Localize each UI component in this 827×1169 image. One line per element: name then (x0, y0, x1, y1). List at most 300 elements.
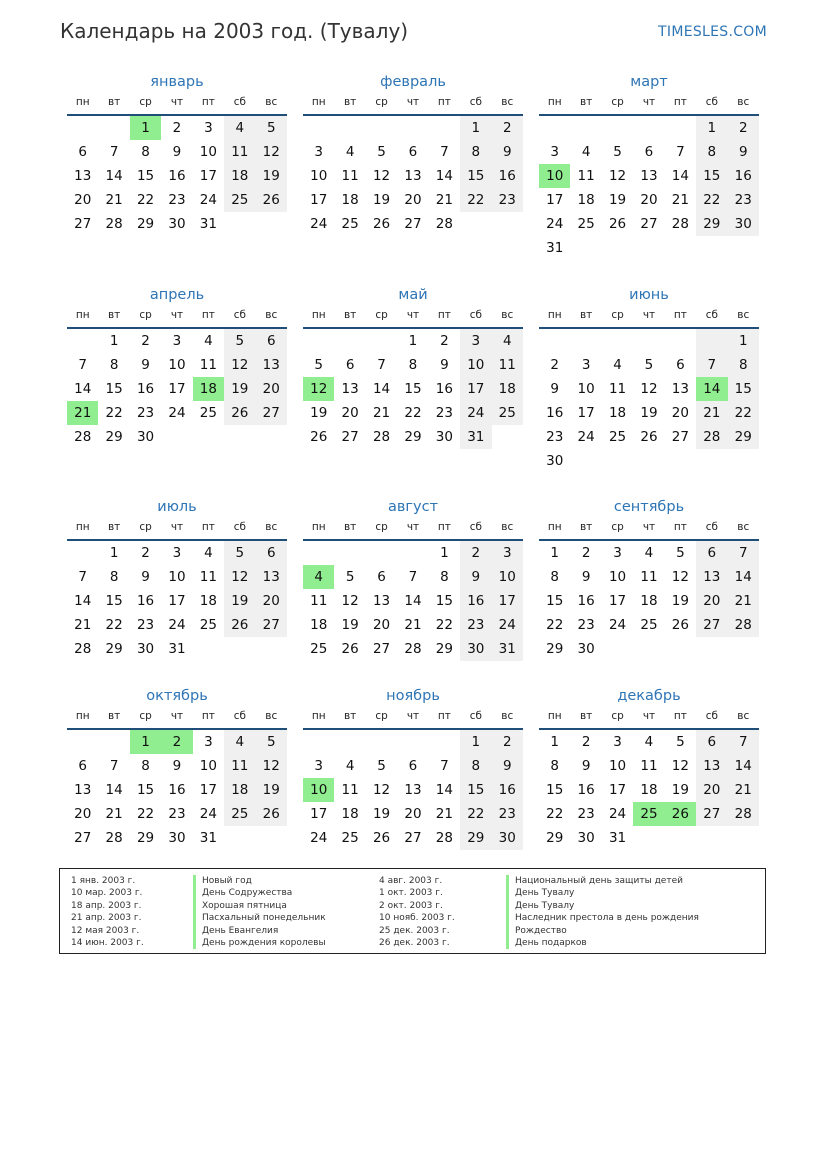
day-cell[interactable]: 25 (341, 216, 359, 232)
day-cell[interactable]: 21 (404, 617, 422, 633)
day-cell[interactable]: 29 (728, 425, 759, 449)
holiday-day[interactable]: 1 (130, 730, 161, 754)
day-cell[interactable]: 16 (136, 381, 155, 397)
day-cell[interactable]: 30 (577, 641, 595, 657)
day-cell[interactable]: 5 (644, 357, 654, 373)
day-cell[interactable]: 4 (345, 144, 355, 160)
day-cell[interactable]: 19 (256, 164, 287, 188)
day-cell[interactable]: 16 (460, 589, 491, 613)
day-cell[interactable]: 12 (256, 140, 287, 164)
day-cell[interactable]: 17 (168, 381, 186, 397)
day-cell[interactable]: 22 (136, 192, 155, 208)
day-cell[interactable]: 3 (613, 734, 622, 750)
day-cell[interactable]: 24 (199, 192, 217, 208)
day-cell[interactable]: 15 (136, 782, 155, 798)
day-cell[interactable]: 22 (460, 188, 491, 212)
day-cell[interactable]: 5 (377, 758, 386, 774)
day-cell[interactable]: 5 (676, 545, 685, 561)
day-cell[interactable]: 18 (608, 405, 627, 421)
day-cell[interactable]: 17 (310, 192, 328, 208)
day-cell[interactable]: 20 (256, 589, 287, 613)
day-cell[interactable]: 28 (671, 216, 689, 232)
day-cell[interactable]: 16 (577, 782, 595, 798)
day-cell[interactable]: 28 (105, 830, 123, 846)
holiday-day[interactable]: 2 (161, 730, 192, 754)
day-cell[interactable]: 25 (224, 188, 255, 212)
day-cell[interactable]: 30 (492, 826, 523, 850)
day-cell[interactable]: 16 (435, 381, 453, 397)
day-cell[interactable]: 23 (546, 429, 564, 445)
day-cell[interactable]: 28 (105, 216, 123, 232)
day-cell[interactable]: 23 (460, 613, 491, 637)
day-cell[interactable]: 3 (314, 758, 323, 774)
day-cell[interactable]: 21 (435, 192, 453, 208)
day-cell[interactable]: 16 (492, 778, 523, 802)
day-cell[interactable]: 4 (492, 329, 523, 353)
day-cell[interactable]: 3 (581, 357, 591, 373)
day-cell[interactable]: 28 (435, 830, 453, 846)
day-cell[interactable]: 31 (199, 830, 217, 846)
day-cell[interactable]: 14 (671, 168, 689, 184)
day-cell[interactable]: 30 (136, 429, 155, 445)
day-cell[interactable]: 18 (224, 164, 255, 188)
day-cell[interactable]: 25 (310, 641, 328, 657)
day-cell[interactable]: 10 (492, 565, 523, 589)
day-cell[interactable]: 4 (345, 758, 355, 774)
day-cell[interactable]: 14 (372, 381, 391, 397)
day-cell[interactable]: 29 (136, 830, 155, 846)
day-cell[interactable]: 25 (341, 830, 359, 846)
day-cell[interactable]: 16 (168, 168, 186, 184)
day-cell[interactable]: 19 (310, 405, 328, 421)
day-cell[interactable]: 19 (224, 589, 255, 613)
day-cell[interactable]: 8 (109, 357, 119, 373)
day-cell[interactable]: 24 (310, 830, 328, 846)
day-cell[interactable]: 30 (728, 212, 759, 236)
day-cell[interactable]: 13 (341, 381, 359, 397)
day-cell[interactable]: 12 (256, 754, 287, 778)
day-cell[interactable]: 29 (546, 641, 564, 657)
day-cell[interactable]: 19 (341, 617, 359, 633)
day-cell[interactable]: 6 (256, 329, 287, 353)
day-cell[interactable]: 5 (345, 569, 355, 585)
day-cell[interactable]: 25 (492, 401, 523, 425)
day-cell[interactable]: 14 (728, 565, 759, 589)
day-cell[interactable]: 2 (581, 545, 591, 561)
day-cell[interactable]: 15 (105, 593, 123, 609)
holiday-day[interactable]: 10 (303, 778, 334, 802)
day-cell[interactable]: 8 (550, 758, 559, 774)
day-cell[interactable]: 8 (109, 569, 119, 585)
day-cell[interactable]: 8 (460, 754, 491, 778)
day-cell[interactable]: 5 (314, 357, 323, 373)
day-cell[interactable]: 19 (608, 192, 627, 208)
day-cell[interactable]: 7 (728, 541, 759, 565)
day-cell[interactable]: 30 (168, 830, 186, 846)
day-cell[interactable]: 21 (435, 806, 453, 822)
day-cell[interactable]: 1 (408, 333, 418, 349)
day-cell[interactable]: 15 (404, 381, 422, 397)
holiday-day[interactable]: 21 (67, 401, 98, 425)
day-cell[interactable]: 8 (550, 569, 559, 585)
day-cell[interactable]: 19 (372, 806, 391, 822)
day-cell[interactable]: 30 (546, 453, 564, 469)
day-cell[interactable]: 27 (341, 429, 359, 445)
day-cell[interactable]: 12 (671, 569, 689, 585)
day-cell[interactable]: 25 (577, 216, 595, 232)
day-cell[interactable]: 17 (546, 192, 564, 208)
day-cell[interactable]: 31 (546, 240, 564, 256)
day-cell[interactable]: 2 (492, 730, 523, 754)
day-cell[interactable]: 24 (168, 617, 186, 633)
day-cell[interactable]: 5 (676, 734, 685, 750)
day-cell[interactable]: 5 (224, 329, 255, 353)
day-cell[interactable]: 19 (372, 192, 391, 208)
day-cell[interactable]: 1 (460, 730, 491, 754)
day-cell[interactable]: 13 (74, 782, 92, 798)
day-cell[interactable]: 13 (404, 782, 422, 798)
day-cell[interactable]: 28 (404, 641, 422, 657)
day-cell[interactable]: 3 (204, 120, 213, 136)
day-cell[interactable]: 14 (404, 593, 422, 609)
day-cell[interactable]: 27 (671, 429, 689, 445)
day-cell[interactable]: 2 (460, 541, 491, 565)
day-cell[interactable]: 9 (172, 144, 182, 160)
day-cell[interactable]: 14 (74, 381, 92, 397)
day-cell[interactable]: 27 (696, 802, 727, 826)
holiday-day[interactable]: 12 (303, 377, 334, 401)
day-cell[interactable]: 23 (168, 192, 186, 208)
day-cell[interactable]: 10 (168, 569, 186, 585)
day-cell[interactable]: 23 (577, 617, 595, 633)
day-cell[interactable]: 20 (696, 778, 727, 802)
day-cell[interactable]: 4 (581, 144, 591, 160)
day-cell[interactable]: 17 (199, 782, 217, 798)
day-cell[interactable]: 8 (408, 357, 418, 373)
day-cell[interactable]: 12 (224, 353, 255, 377)
day-cell[interactable]: 6 (345, 357, 355, 373)
day-cell[interactable]: 11 (492, 353, 523, 377)
day-cell[interactable]: 26 (310, 429, 328, 445)
day-cell[interactable]: 25 (224, 802, 255, 826)
day-cell[interactable]: 17 (199, 168, 217, 184)
day-cell[interactable]: 24 (577, 429, 595, 445)
day-cell[interactable]: 11 (577, 168, 595, 184)
day-cell[interactable]: 6 (377, 569, 386, 585)
day-cell[interactable]: 29 (696, 212, 727, 236)
day-cell[interactable]: 6 (408, 758, 418, 774)
day-cell[interactable]: 28 (372, 429, 391, 445)
day-cell[interactable]: 21 (728, 778, 759, 802)
day-cell[interactable]: 11 (341, 168, 359, 184)
day-cell[interactable]: 10 (199, 758, 217, 774)
day-cell[interactable]: 7 (728, 730, 759, 754)
day-cell[interactable]: 6 (256, 541, 287, 565)
day-cell[interactable]: 5 (256, 116, 287, 140)
day-cell[interactable]: 11 (224, 140, 255, 164)
day-cell[interactable]: 17 (310, 806, 328, 822)
day-cell[interactable]: 27 (256, 613, 287, 637)
day-cell[interactable]: 1 (440, 545, 449, 561)
day-cell[interactable]: 9 (440, 357, 449, 373)
day-cell[interactable]: 30 (168, 216, 186, 232)
day-cell[interactable]: 6 (408, 144, 418, 160)
day-cell[interactable]: 16 (546, 405, 564, 421)
day-cell[interactable]: 4 (224, 730, 255, 754)
day-cell[interactable]: 18 (341, 806, 359, 822)
day-cell[interactable]: 26 (372, 830, 391, 846)
day-cell[interactable]: 1 (550, 734, 559, 750)
day-cell[interactable]: 9 (581, 758, 591, 774)
day-cell[interactable]: 21 (74, 617, 92, 633)
day-cell[interactable]: 20 (341, 405, 359, 421)
holiday-day[interactable]: 1 (130, 116, 161, 140)
day-cell[interactable]: 15 (546, 593, 564, 609)
day-cell[interactable]: 2 (141, 545, 150, 561)
day-cell[interactable]: 29 (435, 641, 453, 657)
day-cell[interactable]: 31 (168, 641, 186, 657)
day-cell[interactable]: 4 (644, 545, 654, 561)
day-cell[interactable]: 20 (640, 192, 658, 208)
day-cell[interactable]: 31 (460, 425, 491, 449)
day-cell[interactable]: 23 (492, 802, 523, 826)
day-cell[interactable]: 5 (613, 144, 622, 160)
day-cell[interactable]: 13 (640, 168, 658, 184)
day-cell[interactable]: 18 (341, 192, 359, 208)
day-cell[interactable]: 12 (608, 168, 627, 184)
day-cell[interactable]: 4 (613, 357, 622, 373)
day-cell[interactable]: 20 (256, 377, 287, 401)
day-cell[interactable]: 17 (168, 593, 186, 609)
day-cell[interactable]: 26 (640, 429, 658, 445)
day-cell[interactable]: 22 (728, 401, 759, 425)
day-cell[interactable]: 15 (460, 778, 491, 802)
day-cell[interactable]: 1 (109, 545, 119, 561)
day-cell[interactable]: 10 (577, 381, 595, 397)
day-cell[interactable]: 21 (671, 192, 689, 208)
day-cell[interactable]: 20 (404, 806, 422, 822)
day-cell[interactable]: 2 (492, 116, 523, 140)
day-cell[interactable]: 23 (435, 405, 453, 421)
day-cell[interactable]: 30 (577, 830, 595, 846)
day-cell[interactable]: 15 (136, 168, 155, 184)
day-cell[interactable]: 10 (199, 144, 217, 160)
day-cell[interactable]: 22 (136, 806, 155, 822)
day-cell[interactable]: 1 (460, 116, 491, 140)
day-cell[interactable]: 20 (372, 617, 391, 633)
day-cell[interactable]: 13 (671, 381, 689, 397)
day-cell[interactable]: 15 (435, 593, 453, 609)
day-cell[interactable]: 3 (172, 545, 182, 561)
day-cell[interactable]: 9 (581, 569, 591, 585)
day-cell[interactable]: 2 (550, 357, 559, 373)
day-cell[interactable]: 10 (168, 357, 186, 373)
holiday-day[interactable]: 18 (193, 377, 224, 401)
day-cell[interactable]: 4 (204, 545, 213, 561)
day-cell[interactable]: 13 (404, 168, 422, 184)
day-cell[interactable]: 3 (492, 541, 523, 565)
day-cell[interactable]: 24 (168, 405, 186, 421)
day-cell[interactable]: 9 (492, 140, 523, 164)
day-cell[interactable]: 18 (640, 782, 658, 798)
day-cell[interactable]: 4 (644, 734, 654, 750)
day-cell[interactable]: 3 (314, 144, 323, 160)
day-cell[interactable]: 26 (256, 802, 287, 826)
day-cell[interactable]: 10 (460, 353, 491, 377)
day-cell[interactable]: 14 (435, 782, 453, 798)
day-cell[interactable]: 31 (199, 216, 217, 232)
day-cell[interactable]: 29 (105, 429, 123, 445)
day-cell[interactable]: 24 (608, 617, 627, 633)
day-cell[interactable]: 10 (608, 569, 627, 585)
day-cell[interactable]: 1 (550, 545, 559, 561)
day-cell[interactable]: 4 (204, 333, 213, 349)
day-cell[interactable]: 27 (696, 613, 727, 637)
day-cell[interactable]: 6 (696, 730, 727, 754)
day-cell[interactable]: 9 (550, 381, 559, 397)
day-cell[interactable]: 11 (341, 782, 359, 798)
day-cell[interactable]: 2 (728, 116, 759, 140)
day-cell[interactable]: 28 (74, 641, 92, 657)
day-cell[interactable]: 17 (608, 782, 627, 798)
holiday-day[interactable]: 14 (696, 377, 727, 401)
holiday-day[interactable]: 25 (633, 802, 664, 826)
day-cell[interactable]: 21 (728, 589, 759, 613)
day-cell[interactable]: 9 (492, 754, 523, 778)
day-cell[interactable]: 30 (460, 637, 491, 661)
day-cell[interactable]: 7 (440, 144, 449, 160)
day-cell[interactable]: 12 (372, 782, 391, 798)
day-cell[interactable]: 11 (199, 357, 217, 373)
day-cell[interactable]: 12 (372, 168, 391, 184)
day-cell[interactable]: 27 (74, 216, 92, 232)
day-cell[interactable]: 1 (109, 333, 119, 349)
day-cell[interactable]: 25 (199, 617, 217, 633)
day-cell[interactable]: 23 (136, 405, 155, 421)
day-cell[interactable]: 28 (728, 613, 759, 637)
day-cell[interactable]: 19 (256, 778, 287, 802)
day-cell[interactable]: 20 (74, 192, 92, 208)
day-cell[interactable]: 9 (141, 357, 150, 373)
day-cell[interactable]: 7 (408, 569, 418, 585)
day-cell[interactable]: 24 (460, 401, 491, 425)
day-cell[interactable]: 1 (696, 116, 727, 140)
day-cell[interactable]: 7 (676, 144, 685, 160)
day-cell[interactable]: 16 (136, 593, 155, 609)
day-cell[interactable]: 25 (640, 617, 658, 633)
day-cell[interactable]: 27 (404, 830, 422, 846)
day-cell[interactable]: 21 (105, 192, 123, 208)
day-cell[interactable]: 7 (78, 357, 87, 373)
day-cell[interactable]: 11 (608, 381, 627, 397)
day-cell[interactable]: 24 (310, 216, 328, 232)
day-cell[interactable]: 21 (105, 806, 123, 822)
day-cell[interactable]: 27 (640, 216, 658, 232)
day-cell[interactable]: 11 (310, 593, 328, 609)
day-cell[interactable]: 22 (696, 188, 727, 212)
day-cell[interactable]: 6 (78, 758, 87, 774)
day-cell[interactable]: 25 (199, 405, 217, 421)
day-cell[interactable]: 10 (608, 758, 627, 774)
day-cell[interactable]: 22 (546, 617, 564, 633)
day-cell[interactable]: 15 (696, 164, 727, 188)
day-cell[interactable]: 22 (460, 802, 491, 826)
day-cell[interactable]: 9 (728, 140, 759, 164)
day-cell[interactable]: 20 (404, 192, 422, 208)
day-cell[interactable]: 18 (199, 593, 217, 609)
day-cell[interactable]: 26 (256, 188, 287, 212)
day-cell[interactable]: 2 (141, 333, 150, 349)
day-cell[interactable]: 14 (74, 593, 92, 609)
day-cell[interactable]: 28 (696, 425, 727, 449)
day-cell[interactable]: 27 (372, 641, 391, 657)
day-cell[interactable]: 15 (546, 782, 564, 798)
day-cell[interactable]: 30 (435, 429, 453, 445)
day-cell[interactable]: 15 (728, 377, 759, 401)
day-cell[interactable]: 7 (696, 353, 727, 377)
day-cell[interactable]: 9 (172, 758, 182, 774)
day-cell[interactable]: 2 (172, 120, 182, 136)
day-cell[interactable]: 6 (644, 144, 654, 160)
day-cell[interactable]: 27 (404, 216, 422, 232)
day-cell[interactable]: 28 (728, 802, 759, 826)
day-cell[interactable]: 26 (671, 617, 689, 633)
day-cell[interactable]: 4 (224, 116, 255, 140)
day-cell[interactable]: 13 (696, 754, 727, 778)
day-cell[interactable]: 21 (696, 401, 727, 425)
day-cell[interactable]: 22 (105, 617, 123, 633)
day-cell[interactable]: 6 (696, 541, 727, 565)
day-cell[interactable]: 3 (613, 545, 622, 561)
day-cell[interactable]: 21 (372, 405, 391, 421)
day-cell[interactable]: 19 (640, 405, 658, 421)
day-cell[interactable]: 28 (435, 216, 453, 232)
day-cell[interactable]: 3 (460, 329, 491, 353)
day-cell[interactable]: 11 (199, 569, 217, 585)
day-cell[interactable]: 27 (256, 401, 287, 425)
day-cell[interactable]: 30 (136, 641, 155, 657)
day-cell[interactable]: 23 (728, 188, 759, 212)
day-cell[interactable]: 19 (224, 377, 255, 401)
day-cell[interactable]: 14 (105, 168, 123, 184)
day-cell[interactable]: 23 (136, 617, 155, 633)
day-cell[interactable]: 6 (78, 144, 87, 160)
day-cell[interactable]: 18 (577, 192, 595, 208)
day-cell[interactable]: 29 (105, 641, 123, 657)
day-cell[interactable]: 14 (728, 754, 759, 778)
day-cell[interactable]: 23 (168, 806, 186, 822)
day-cell[interactable]: 28 (74, 429, 92, 445)
day-cell[interactable]: 7 (377, 357, 386, 373)
day-cell[interactable]: 11 (640, 758, 658, 774)
day-cell[interactable]: 13 (256, 565, 287, 589)
day-cell[interactable]: 24 (546, 216, 564, 232)
day-cell[interactable]: 24 (492, 613, 523, 637)
day-cell[interactable]: 31 (608, 830, 627, 846)
day-cell[interactable]: 14 (105, 782, 123, 798)
day-cell[interactable]: 20 (74, 806, 92, 822)
day-cell[interactable]: 18 (310, 617, 328, 633)
day-cell[interactable]: 2 (440, 333, 449, 349)
day-cell[interactable]: 13 (696, 565, 727, 589)
day-cell[interactable]: 5 (256, 730, 287, 754)
day-cell[interactable]: 20 (671, 405, 689, 421)
day-cell[interactable]: 8 (696, 140, 727, 164)
day-cell[interactable]: 7 (109, 758, 119, 774)
site-link[interactable]: TIMESLES.COM (658, 24, 767, 40)
day-cell[interactable]: 22 (546, 806, 564, 822)
day-cell[interactable]: 27 (74, 830, 92, 846)
